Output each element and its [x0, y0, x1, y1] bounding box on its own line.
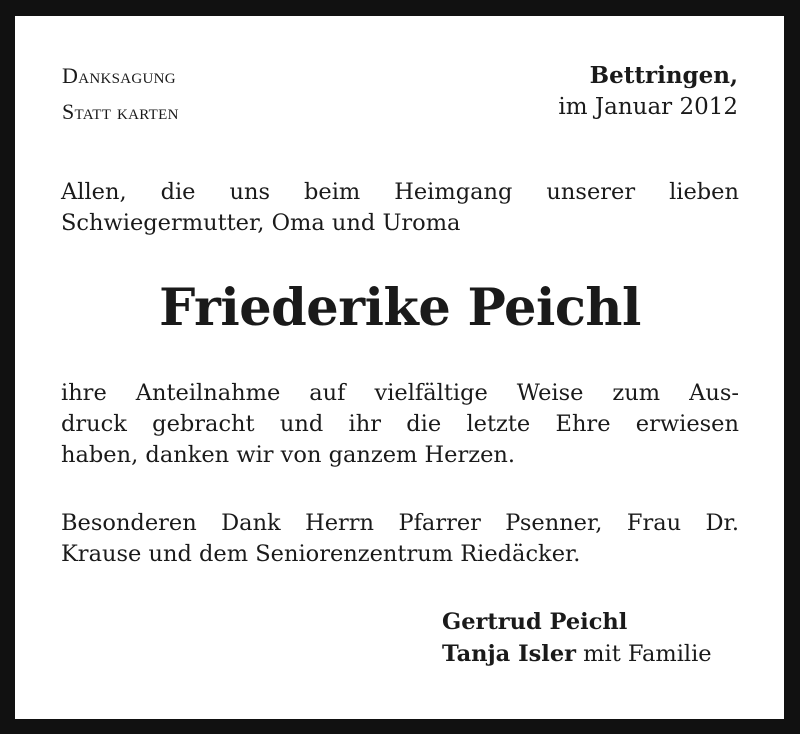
place-name: Bettringen,: [589, 62, 738, 89]
special-thanks-paragraph: [61, 508, 739, 570]
thanks-line: ihre Anteilnahme auf vielfältige Weise zum Aus-: [61, 380, 739, 406]
signature-suffix: mit Familie: [583, 641, 712, 667]
intro-paragraph: [61, 177, 739, 239]
thanks-line: druck gebracht und ihr die letzte Ehre erwiesen: [61, 411, 739, 437]
intro-line: Schwiegermutter, Oma und Uroma: [61, 210, 461, 236]
signature-line: [442, 638, 712, 670]
notice-subtype-label: Statt karten: [62, 99, 179, 124]
notice-type-label: Danksagung: [62, 63, 176, 88]
signature-line: [442, 606, 712, 638]
special-thanks-line: Krause und dem Seniorenzentrum Riedäcker.: [61, 541, 581, 567]
signature-name: Tanja Isler: [442, 641, 576, 667]
thanks-paragraph: [61, 378, 739, 471]
special-thanks-line: Besonderen Dank Herrn Pfarrer Psenner, Frau Dr.: [61, 510, 739, 536]
signature-block: [442, 606, 712, 670]
date-line: im Januar 2012: [558, 94, 738, 120]
thanks-line: haben, danken wir von ganzem Herzen.: [61, 442, 516, 468]
intro-line: Allen, die uns beim Heimgang unserer lieben: [61, 179, 739, 205]
deceased-name: Friederike Peichl: [159, 278, 641, 338]
signature-name: Gertrud Peichl: [442, 609, 628, 635]
